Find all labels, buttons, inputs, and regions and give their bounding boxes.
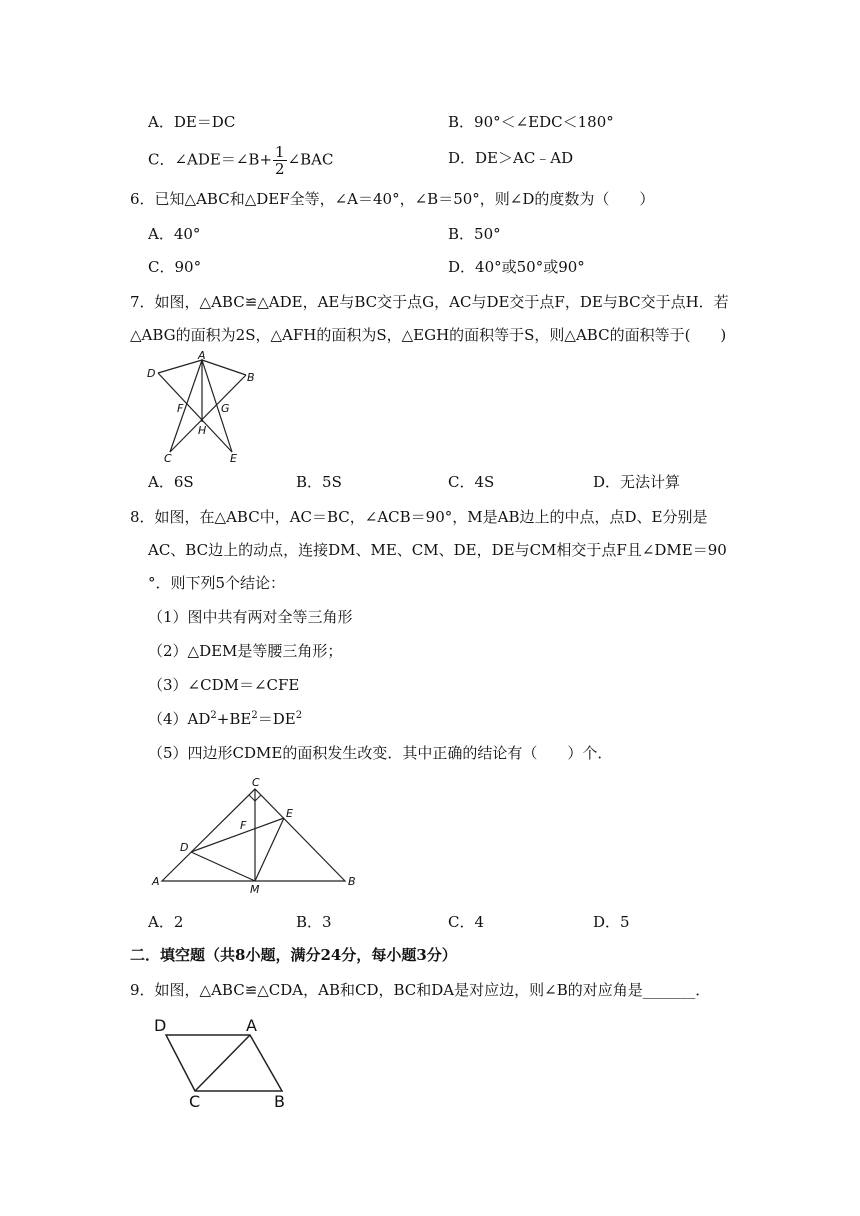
q8-c4-sup-3: 2 <box>295 710 303 721</box>
q8-c4-ad: （4）AD <box>148 710 211 728</box>
q7-label-g: G <box>221 402 230 415</box>
q9-figure <box>150 1015 300 1110</box>
q9-stem: 9．如图，△ABC≌△CDA，AB和CD，BC和DA是对应边，则∠B的对应角是_______． <box>130 981 711 999</box>
q8-stem-line3: °．则下列5个结论： <box>148 574 286 592</box>
q7-label-b: B <box>247 371 255 384</box>
q8-conclusion-5: （5）四边形CDME的面积发生改变．其中正确的结论有（ ）个． <box>148 744 613 762</box>
q7-label-d: D <box>147 367 156 380</box>
q8-label-c: C <box>252 776 260 789</box>
q6-option-b: B．50° <box>448 225 501 243</box>
q7-line-ad <box>158 360 202 373</box>
q7-label-f: F <box>177 402 184 415</box>
q8-stem-line1: 8．如图，在△ABC中，AC＝BC，∠ACB＝90°，M是AB边上的中点，点D、E分别是 <box>130 508 708 526</box>
q8-conclusion-4 <box>148 709 302 729</box>
q7-line-ab <box>202 360 246 375</box>
q9-label-d: D <box>154 1016 167 1035</box>
q5-option-d: D．DE＞AC﹣AD <box>448 149 574 167</box>
q7-label-c: C <box>164 452 172 465</box>
q7-label-h: H <box>198 424 207 437</box>
q7-label-e: E <box>230 452 237 465</box>
q8-conclusion-3: （3）∠CDM＝∠CFE <box>148 676 300 694</box>
q8-line-dm <box>191 852 255 881</box>
q8-c4-be: +BE <box>216 710 252 728</box>
q6-stem: 6．已知△ABC和△DEF全等，∠A＝40°，∠B＝50°，则∠D的度数为（ ） <box>130 190 655 208</box>
q8-option-d: D．5 <box>593 913 630 931</box>
q8-c4-sup-2: 2 <box>251 710 258 721</box>
q8-option-a: A．2 <box>148 913 184 931</box>
q8-triangle-abc <box>162 789 345 881</box>
q5-fraction-den: 2 <box>275 160 285 178</box>
q8-label-b: B <box>348 875 356 888</box>
q5-fraction <box>273 144 287 177</box>
q8-conclusion-1: （1）图中共有两对全等三角形 <box>148 608 353 626</box>
q8-label-f: F <box>240 819 247 832</box>
q6-option-d: D．40°或50°或90° <box>448 258 585 276</box>
q5-option-c-prefix: C．∠ADE＝∠B+ <box>148 150 273 169</box>
q5-option-c <box>148 144 333 177</box>
q8-figure <box>148 775 363 895</box>
q8-c4-de: ＝DE <box>257 710 296 728</box>
q6-option-a: A．40° <box>148 225 201 243</box>
section-heading-fill-in: 二．填空题（共8小题，满分24分，每小题3分） <box>130 946 457 964</box>
q7-figure <box>145 350 265 465</box>
q5-option-b: B．90°＜∠EDC＜180° <box>448 113 614 131</box>
q7-option-a: A．6S <box>148 473 194 491</box>
q9-label-c: C <box>189 1092 201 1111</box>
q8-label-m: M <box>250 883 260 896</box>
q9-label-a: A <box>246 1016 257 1035</box>
q9-parallelogram <box>166 1035 282 1091</box>
q7-option-d: D．无法计算 <box>593 473 681 491</box>
q8-label-e: E <box>286 807 293 820</box>
q8-conclusion-2: （2）△DEM是等腰三角形； <box>148 642 343 660</box>
q8-option-c: C．4 <box>448 913 485 931</box>
q9-diagonal-ac <box>195 1035 250 1091</box>
q8-option-b: B．3 <box>296 913 332 931</box>
q7-stem-line2: △ABG的面积为2S，△AFH的面积为S，△EGH的面积等于S，则△ABC的面积等于( ) <box>130 326 727 344</box>
q6-option-c: C．90° <box>148 258 202 276</box>
q5-fraction-num: 1 <box>275 143 285 161</box>
q8-label-d: D <box>180 841 189 854</box>
q8-label-a: A <box>152 875 160 888</box>
q8-c4-sup-1: 2 <box>210 710 217 721</box>
q5-option-c-suffix: ∠BAC <box>287 150 334 169</box>
q7-stem-line1: 7．如图，△ABC≌△ADE，AE与BC交于点G，AC与DE交于点F，DE与BC交于点H．若 <box>130 293 729 311</box>
q7-option-b: B．5S <box>296 473 342 491</box>
q8-stem-line2: AC、BC边上的动点，连接DM、ME、CM、DE，DE与CM相交于点F且∠DME＝90 <box>148 541 727 559</box>
q5-option-a: A．DE＝DC <box>148 113 236 131</box>
q9-label-b: B <box>274 1092 285 1111</box>
q7-option-c: C．4S <box>448 473 495 491</box>
q7-label-a: A <box>198 349 206 362</box>
